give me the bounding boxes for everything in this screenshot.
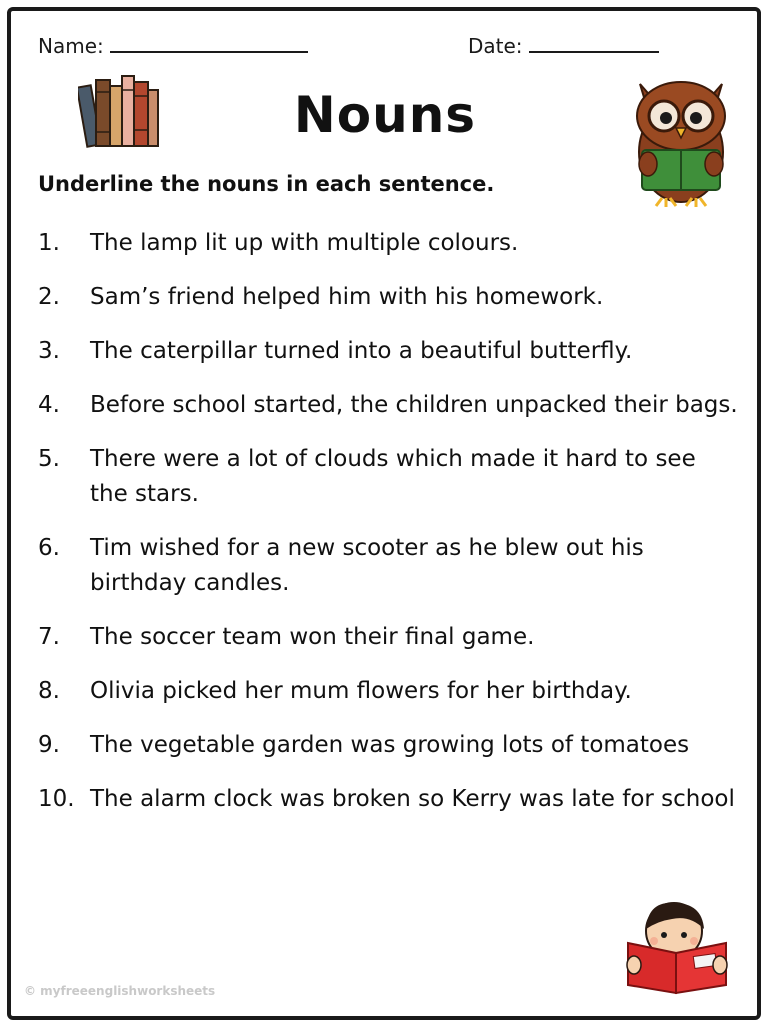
sentence-text[interactable]: The caterpillar turned into a beautiful butterfly.: [90, 338, 633, 364]
date-label: Date:: [468, 34, 523, 58]
sentence-number: 10.: [38, 786, 75, 812]
sentence-item[interactable]: [38, 531, 738, 601]
page-title: Nouns: [293, 86, 477, 144]
date-field[interactable]: [468, 33, 659, 58]
sentence-number: 5.: [38, 446, 60, 472]
sentence-number: 3.: [38, 338, 60, 364]
sentence-text[interactable]: The vegetable garden was growing lots of tomatoes: [90, 732, 690, 758]
owl-reading-icon: [626, 64, 736, 210]
sentence-text[interactable]: There were a lot of clouds which made it hard to see the stars.: [90, 446, 696, 507]
sentence-item[interactable]: [38, 620, 738, 655]
sentence-number: 2.: [38, 284, 60, 310]
name-blank-line[interactable]: [110, 33, 308, 53]
sentence-number: 1.: [38, 230, 60, 256]
sentence-item[interactable]: [38, 280, 738, 315]
sentence-item[interactable]: [38, 728, 738, 763]
watermark: © myfreeenglishworksheets: [24, 984, 216, 998]
sentence-text[interactable]: The alarm clock was broken so Kerry was late for school: [90, 786, 735, 812]
sentence-number: 6.: [38, 535, 60, 561]
sentence-text[interactable]: Sam’s friend helped him with his homework.: [90, 284, 604, 310]
child-reading-icon: [624, 895, 732, 995]
sentence-number: 7.: [38, 624, 60, 650]
sentence-item[interactable]: [38, 782, 738, 817]
sentence-number: 8.: [38, 678, 60, 704]
instructions: Underline the nouns in each sentence.: [38, 172, 495, 196]
name-label: Name:: [38, 34, 104, 58]
date-blank-line[interactable]: [529, 33, 659, 53]
sentence-item[interactable]: [38, 334, 738, 369]
name-field[interactable]: [38, 33, 308, 58]
sentence-text[interactable]: Olivia picked her mum flowers for her birthday.: [90, 678, 632, 704]
sentence-list: [38, 226, 738, 836]
sentence-item[interactable]: [38, 674, 738, 709]
sentence-item[interactable]: [38, 388, 738, 423]
sentence-item[interactable]: [38, 226, 738, 261]
sentence-number: 9.: [38, 732, 60, 758]
sentence-text[interactable]: The lamp lit up with multiple colours.: [90, 230, 519, 256]
sentence-text[interactable]: Before school started, the children unpacked their bags.: [90, 392, 738, 418]
sentence-text[interactable]: The soccer team won their final game.: [90, 624, 535, 650]
sentence-item[interactable]: [38, 442, 738, 512]
sentence-number: 4.: [38, 392, 60, 418]
sentence-text[interactable]: Tim wished for a new scooter as he blew out his birthday candles.: [90, 535, 644, 596]
